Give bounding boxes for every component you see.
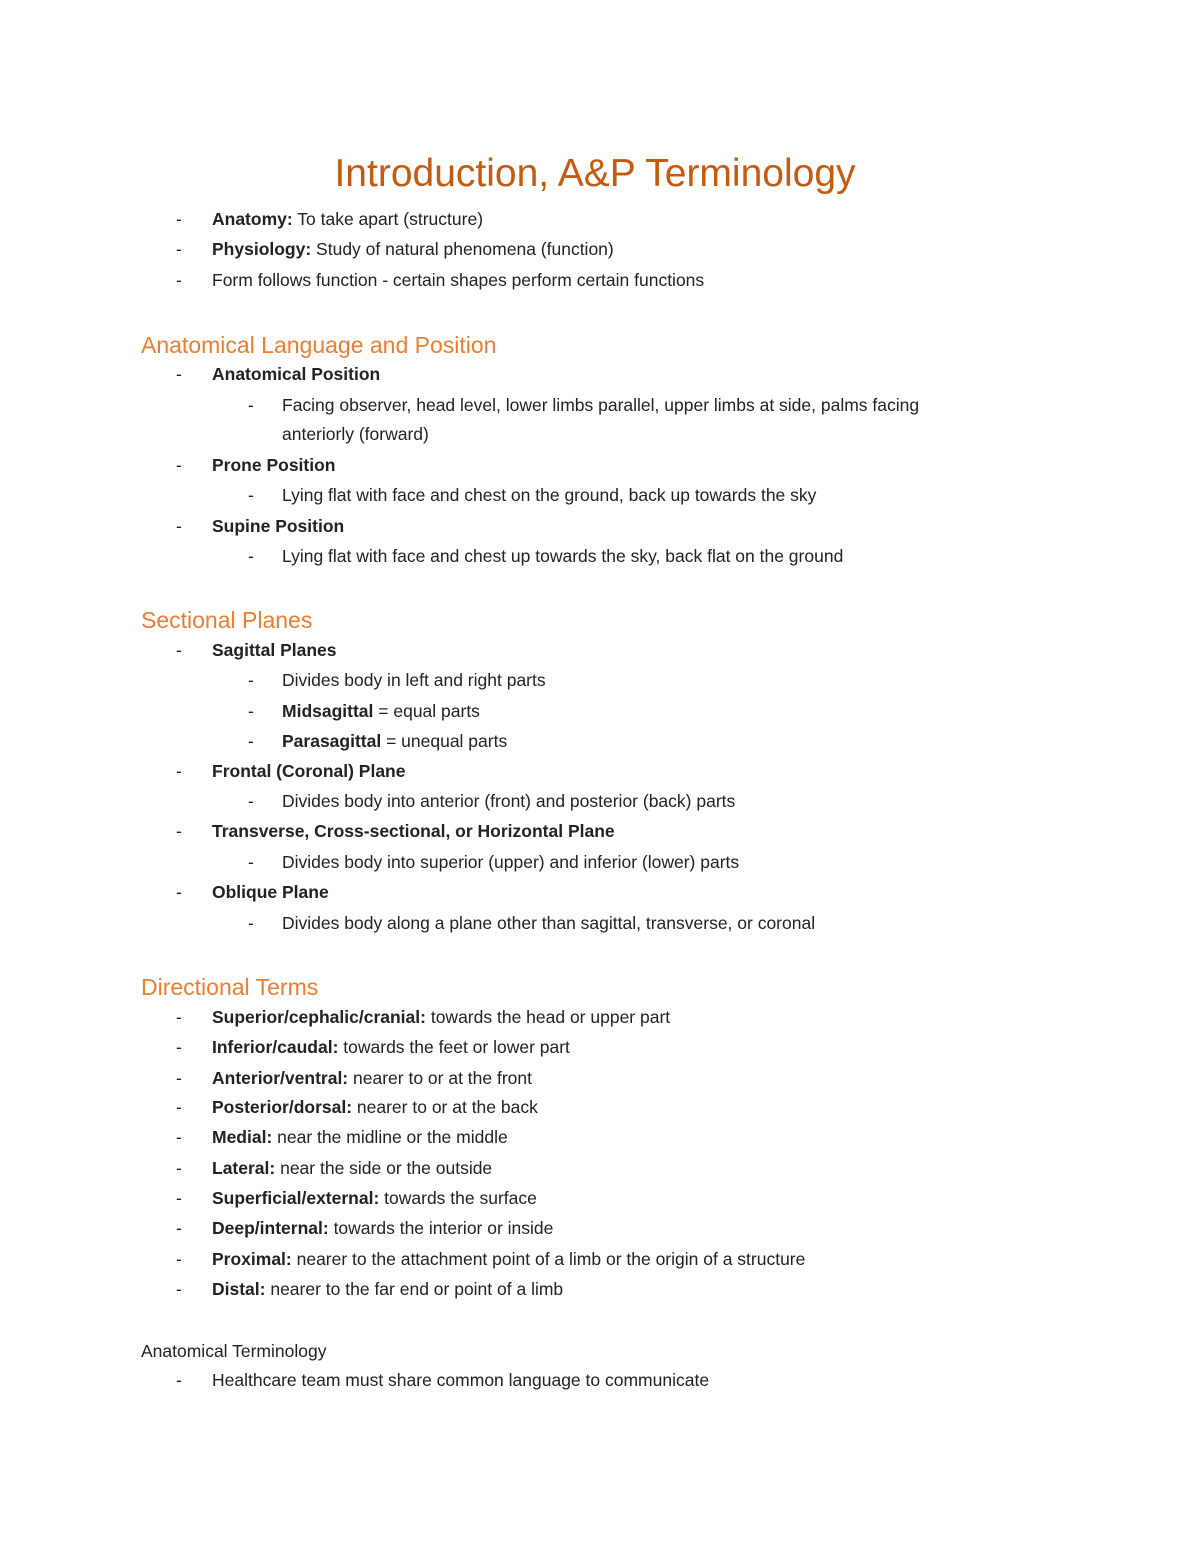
list-item: - Transverse, Cross-sectional, or Horizontal Plane bbox=[176, 821, 615, 841]
list-item: - Deep/internal: towards the interior or inside bbox=[176, 1218, 554, 1238]
sub-list-item: - Divides body in left and right parts bbox=[248, 670, 546, 690]
sub-list-item-continuation: anteriorly (forward) bbox=[282, 424, 429, 444]
list-item: - Inferior/caudal: towards the feet or lower part bbox=[176, 1037, 570, 1057]
list-item: - Lateral: near the side or the outside bbox=[176, 1158, 493, 1178]
sub-list-item: - Divides body along a plane other than sagittal, transverse, or coronal bbox=[248, 913, 816, 933]
list-item: - Posterior/dorsal: nearer to or at the back bbox=[176, 1097, 538, 1117]
list-item: - Supine Position bbox=[176, 516, 345, 536]
section-heading-sectional-planes: Sectional Planes bbox=[141, 607, 313, 633]
list-item: - Frontal (Coronal) Plane bbox=[176, 761, 406, 781]
sub-list-item: - Lying flat with face and chest up towards the sky, back flat on the ground bbox=[248, 546, 844, 566]
section-heading-anatomical-terminology: Anatomical Terminology bbox=[141, 1341, 327, 1361]
list-item: - Sagittal Planes bbox=[176, 640, 337, 660]
sub-list-item: - Divides body into anterior (front) and posterior (back) parts bbox=[248, 791, 736, 811]
list-item: - Physiology: Study of natural phenomena (function) bbox=[176, 239, 614, 259]
list-item: - Form follows function - certain shapes perform certain functions bbox=[176, 270, 705, 290]
sub-list-item: - Divides body into superior (upper) and inferior (lower) parts bbox=[248, 852, 740, 872]
sub-list-item: - Parasagittal = unequal parts bbox=[248, 731, 508, 751]
list-item: - Prone Position bbox=[176, 455, 336, 475]
section-heading-directional-terms: Directional Terms bbox=[141, 974, 319, 1000]
list-item: - Healthcare team must share common language to communicate bbox=[176, 1370, 710, 1390]
section-heading-anatomical-language: Anatomical Language and Position bbox=[141, 332, 497, 358]
list-item: - Anatomical Position bbox=[176, 364, 381, 384]
page-title: Introduction, A&P Terminology bbox=[334, 152, 856, 195]
list-item: - Anatomy: To take apart (structure) bbox=[176, 209, 484, 229]
list-item: - Superficial/external: towards the surface bbox=[176, 1188, 537, 1208]
list-item: - Medial: near the midline or the middle bbox=[176, 1127, 508, 1147]
list-item: - Oblique Plane bbox=[176, 882, 329, 902]
sub-list-item: - Facing observer, head level, lower limbs parallel, upper limbs at side, palms facing bbox=[248, 395, 920, 415]
list-item: - Anterior/ventral: nearer to or at the front bbox=[176, 1068, 532, 1088]
sub-list-item: - Lying flat with face and chest on the ground, back up towards the sky bbox=[248, 485, 817, 505]
sub-list-item: - Midsagittal = equal parts bbox=[248, 701, 480, 721]
list-item: - Superior/cephalic/cranial: towards the head or upper part bbox=[176, 1007, 671, 1027]
list-item: - Distal: nearer to the far end or point of a limb bbox=[176, 1279, 564, 1299]
list-item: - Proximal: nearer to the attachment point of a limb or the origin of a structure bbox=[176, 1249, 806, 1269]
